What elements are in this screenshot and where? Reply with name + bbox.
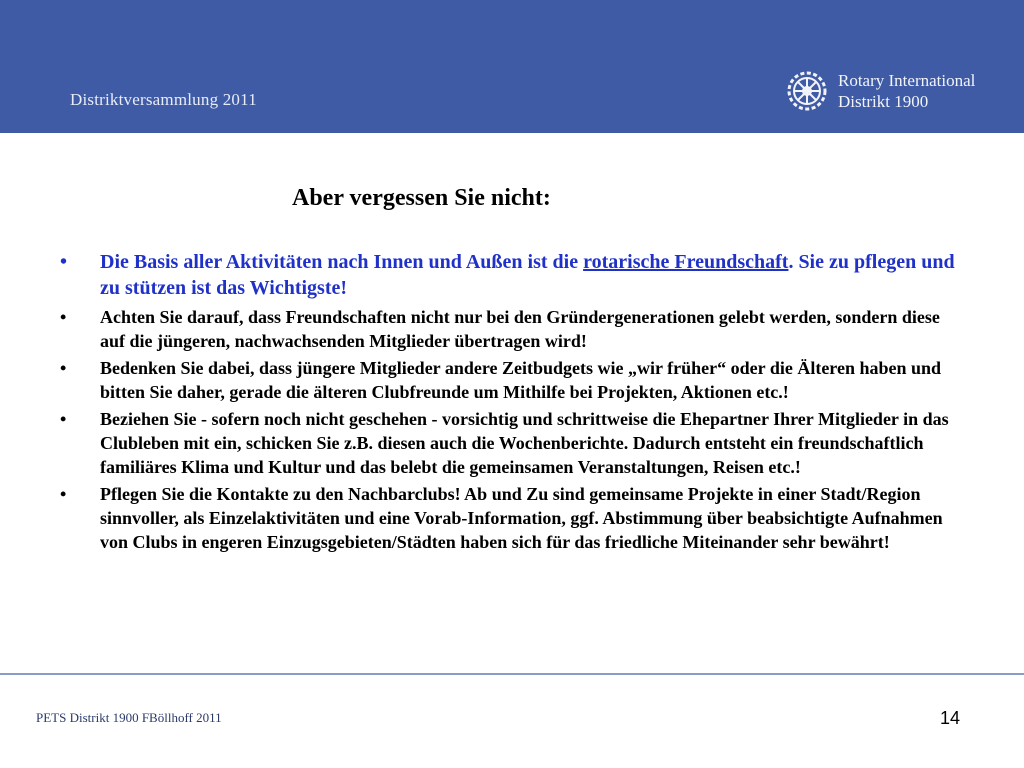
bullet-item [60,356,960,404]
rotary-wheel-icon [784,68,830,114]
page-number: 14 [940,708,961,728]
bullet-text: Pflegen Sie die Kontakte zu den Nachbarclubs! Ab und Zu sind gemeinsame Projekte in einer Stadt/Region sinnvoller, als Einzelaktivitäten und eine Vorab-Information, ggf. Abstimmung über beabsichtigte Aufnahmen von Clubs in engeren Einzugsgebieten/Städten haben sich für das friedliche Miteinander sehr bewährt! [100,484,943,552]
bullet-item-highlight [60,249,960,301]
organization-name [838,70,975,112]
bullet-marker: • [60,307,67,327]
bullet-marker: • [60,409,67,429]
bullet-marker: • [60,484,67,504]
header-title: Distriktversammlung 2011 [70,90,257,109]
bullet-marker: • [60,358,67,378]
organization-line-2: Distrikt 1900 [838,92,929,111]
footer-text: PETS Distrikt 1900 FBöllhoff 2011 [36,710,222,725]
bullet-text: Beziehen Sie - sofern noch nicht geschehen - vorsichtig und schrittweise die Ehepartner Ihrer Mitglieder in das Clubleben mit ein, schicken Sie z.B. diesen auch die Wochenberichte. Dadurch entsteht ein freundschaftlich familiäres Klima und Kultur und das belebt die gemeinsamen Veranstaltungen, Reisen etc.! [100,409,949,477]
bullet-marker: • [60,251,68,273]
header-bar [0,0,1024,133]
bullet-item [60,305,960,353]
bullet-item [60,482,960,554]
footer-divider [0,673,1024,675]
bullet-text-before-link: Die Basis aller Aktivitäten nach Innen und Außen ist die [100,251,584,273]
rotarische-freundschaft-link[interactable]: rotarische Freundschaft [583,251,789,273]
bullet-item [60,407,960,479]
organization-line-1: Rotary International [838,71,976,90]
bullet-text-after-link: . Sie zu pflegen und zu stützen ist das Wichtigste! [100,251,955,299]
bullet-text: Achten Sie darauf, dass Freundschaften nicht nur bei den Gründergenerationen gelebt werden, sondern diese auf die jüngeren, nachwachsenden Mitglieder übertragen wird! [100,307,940,351]
bullet-list [60,249,960,557]
bullet-text: Bedenken Sie dabei, dass jüngere Mitglieder andere Zeitbudgets wie „wir früher“ oder die Älteren haben und bitten Sie daher, gerade die älteren Clubfreunde um Mithilfe bei Projekten, Aktionen etc.! [100,358,942,402]
slide-heading: Aber vergessen Sie nicht: [292,185,551,211]
